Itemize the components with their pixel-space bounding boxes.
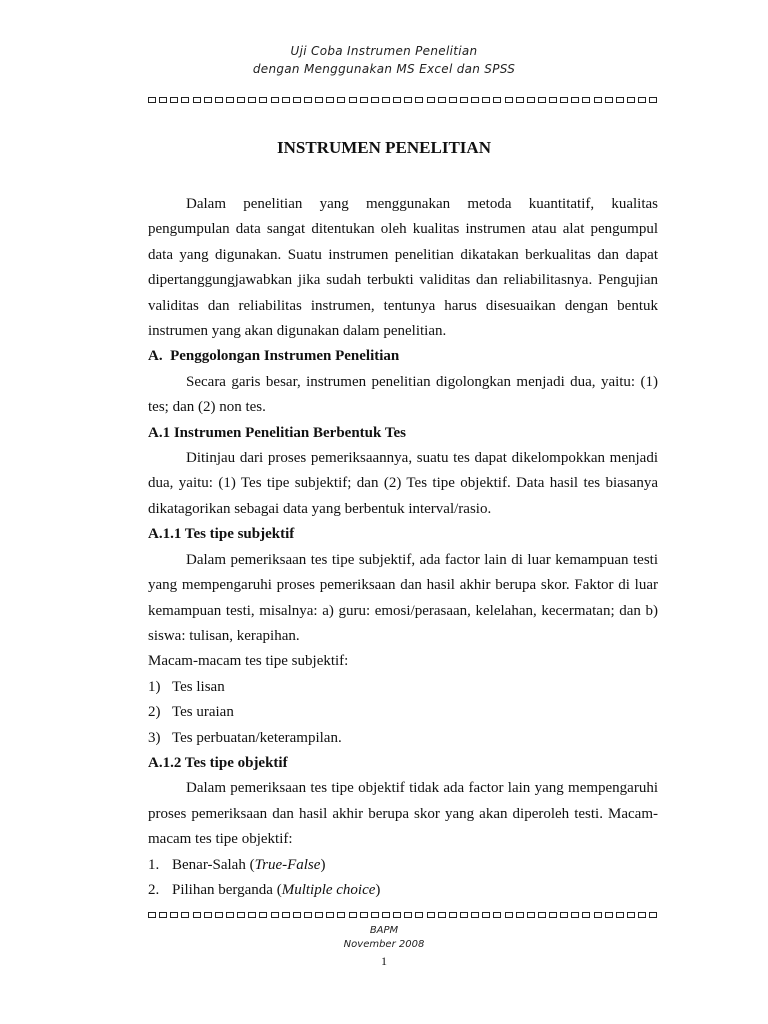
header-title-line2: dengan Menggunakan MS Excel dan SPSS bbox=[252, 62, 516, 76]
document-body bbox=[148, 192, 658, 903]
divider-box bbox=[493, 97, 501, 103]
divider-box bbox=[248, 97, 256, 103]
divider-box bbox=[371, 912, 379, 918]
list-item bbox=[148, 726, 658, 751]
divider-box bbox=[627, 97, 635, 103]
divider-box bbox=[181, 97, 189, 103]
divider-box bbox=[293, 912, 301, 918]
divider-box bbox=[415, 912, 423, 918]
divider-box bbox=[193, 912, 201, 918]
divider-box bbox=[616, 912, 624, 918]
list-item-number: 2. bbox=[148, 881, 160, 898]
divider-box bbox=[204, 912, 212, 918]
footer-divider bbox=[148, 912, 658, 920]
intro-paragraph: Dalam penelitian yang menggunakan metoda kuantitatif, kualitas pengumpulan data sangat ditentukan oleh kualitas instrumen atau alat pengumpul data yang digunakan. Suatu instrumen penelitian dikatakan berkualitas dan dapat dipertanggungjawabkan jika sudah terbukti validitas dan reliabilitasnya. Pengujian validitas dan reliabilitas instrumen, tentunya harus disesuaikan dengan bentuk instrumen yang akan digunakan dalam penelitian. bbox=[148, 196, 658, 340]
divider-box bbox=[571, 97, 579, 103]
divider-box bbox=[449, 912, 457, 918]
divider-box bbox=[505, 912, 513, 918]
divider-box bbox=[360, 97, 368, 103]
header-title-line1: Uji Coba Instrumen Penelitian bbox=[290, 44, 478, 58]
divider-box bbox=[538, 912, 546, 918]
divider-box bbox=[393, 912, 401, 918]
section-a-heading: A. Penggolongan Instrumen Penelitian bbox=[148, 348, 400, 365]
list-item-text: Benar-Salah (True-False) bbox=[172, 856, 326, 873]
divider-box bbox=[516, 97, 524, 103]
section-a11-heading: A.1.1 Tes tipe subjektif bbox=[148, 526, 295, 543]
list-item-number: 3) bbox=[148, 729, 161, 746]
divider-box bbox=[259, 97, 267, 103]
divider-box bbox=[471, 912, 479, 918]
divider-box bbox=[337, 912, 345, 918]
divider-box bbox=[404, 97, 412, 103]
divider-box bbox=[527, 912, 535, 918]
divider-box bbox=[527, 97, 535, 103]
divider-box bbox=[248, 912, 256, 918]
section-a1-heading: A.1 Instrumen Penelitian Berbentuk Tes bbox=[148, 424, 406, 441]
divider-box bbox=[304, 97, 312, 103]
divider-box bbox=[226, 97, 234, 103]
divider-box bbox=[159, 97, 167, 103]
divider-box bbox=[315, 912, 323, 918]
divider-box bbox=[594, 912, 602, 918]
footer-date: November 2008 bbox=[343, 939, 425, 950]
divider-box bbox=[482, 97, 490, 103]
list-item bbox=[148, 853, 658, 878]
header-divider bbox=[148, 97, 658, 105]
divider-box bbox=[438, 912, 446, 918]
objective-list bbox=[148, 853, 658, 904]
divider-box bbox=[226, 912, 234, 918]
list-item-text: Tes uraian bbox=[172, 704, 234, 721]
divider-box bbox=[415, 97, 423, 103]
divider-box bbox=[382, 912, 390, 918]
divider-box bbox=[638, 97, 646, 103]
divider-box bbox=[393, 97, 401, 103]
divider-box bbox=[271, 912, 279, 918]
divider-box bbox=[649, 912, 657, 918]
divider-box bbox=[549, 97, 557, 103]
divider-box bbox=[538, 97, 546, 103]
divider-box bbox=[438, 97, 446, 103]
divider-box bbox=[649, 97, 657, 103]
divider-box bbox=[282, 912, 290, 918]
divider-box bbox=[549, 912, 557, 918]
divider-box bbox=[170, 97, 178, 103]
divider-box bbox=[170, 912, 178, 918]
divider-box bbox=[349, 912, 357, 918]
divider-box bbox=[204, 97, 212, 103]
page-number: 1 bbox=[381, 954, 387, 968]
list-item-text: Tes lisan bbox=[172, 678, 225, 695]
divider-box bbox=[616, 97, 624, 103]
page-title: INSTRUMEN PENELITIAN bbox=[277, 138, 491, 157]
divider-box bbox=[516, 912, 524, 918]
divider-box bbox=[293, 97, 301, 103]
divider-box bbox=[148, 97, 156, 103]
list-item bbox=[148, 878, 658, 903]
divider-box bbox=[505, 97, 513, 103]
divider-box bbox=[560, 912, 568, 918]
divider-box bbox=[605, 97, 613, 103]
divider-box bbox=[215, 912, 223, 918]
divider-box bbox=[282, 97, 290, 103]
divider-box bbox=[560, 97, 568, 103]
divider-box bbox=[215, 97, 223, 103]
divider-box bbox=[582, 912, 590, 918]
divider-box bbox=[326, 97, 334, 103]
divider-box bbox=[304, 912, 312, 918]
divider-box bbox=[404, 912, 412, 918]
divider-box bbox=[271, 97, 279, 103]
footer-author: BAPM bbox=[369, 925, 399, 936]
section-a12-heading: A.1.2 Tes tipe objektif bbox=[148, 754, 288, 771]
section-a12-paragraph: Dalam pemeriksaan tes tipe objektif tidak ada factor lain yang mempengaruhi proses pemeriksaan dan hasil akhir berupa skor yang akan diperoleh testi. Macam-macam tes tipe objektif: bbox=[148, 780, 658, 848]
divider-box bbox=[193, 97, 201, 103]
divider-box bbox=[638, 912, 646, 918]
divider-box bbox=[159, 912, 167, 918]
list-item-text: Pilihan berganda (Multiple choice) bbox=[172, 881, 381, 898]
divider-box bbox=[237, 97, 245, 103]
divider-box bbox=[349, 97, 357, 103]
divider-box bbox=[482, 912, 490, 918]
divider-box bbox=[571, 912, 579, 918]
subjective-list-intro: Macam-macam tes tipe subjektif: bbox=[148, 653, 349, 670]
divider-box bbox=[471, 97, 479, 103]
divider-box bbox=[181, 912, 189, 918]
divider-box bbox=[627, 912, 635, 918]
list-item-number: 1) bbox=[148, 678, 161, 695]
list-item bbox=[148, 675, 658, 700]
section-a11-paragraph: Dalam pemeriksaan tes tipe subjektif, ada factor lain di luar kemampuan testi yang mempengaruhi proses pemeriksaan dan hasil akhir berupa skor. Faktor di luar kemampuan testi, misalnya: a) guru: emosi/perasaan, kelelahan, kecermatan; dan b) siswa: tulisan, kerapihan. bbox=[148, 551, 658, 644]
divider-box bbox=[427, 97, 435, 103]
divider-box bbox=[460, 97, 468, 103]
divider-box bbox=[148, 912, 156, 918]
divider-box bbox=[605, 912, 613, 918]
divider-box bbox=[371, 97, 379, 103]
divider-box bbox=[493, 912, 501, 918]
divider-box bbox=[326, 912, 334, 918]
list-item-number: 2) bbox=[148, 704, 161, 721]
divider-box bbox=[360, 912, 368, 918]
section-a-paragraph: Secara garis besar, instrumen penelitian digolongkan menjadi dua, yaitu: (1) tes; dan (2) non tes. bbox=[148, 373, 658, 416]
section-a1-paragraph: Ditinjau dari proses pemeriksaannya, suatu tes dapat dikelompokkan menjadi dua, yaitu: (1) Tes tipe subjektif; dan (2) Tes tipe objektif. Data hasil tes biasanya dikatagorikan sebagai data yang berbentuk interval/rasio. bbox=[148, 450, 658, 517]
divider-box bbox=[382, 97, 390, 103]
divider-box bbox=[449, 97, 457, 103]
list-item-text: Tes perbuatan/keterampilan. bbox=[172, 729, 342, 746]
divider-box bbox=[460, 912, 468, 918]
divider-box bbox=[315, 97, 323, 103]
list-item-number: 1. bbox=[148, 856, 160, 873]
subjective-list bbox=[148, 675, 658, 751]
list-item bbox=[148, 700, 658, 725]
divider-box bbox=[259, 912, 267, 918]
divider-box bbox=[594, 97, 602, 103]
divider-box bbox=[337, 97, 345, 103]
divider-box bbox=[582, 97, 590, 103]
divider-box bbox=[237, 912, 245, 918]
divider-box bbox=[427, 912, 435, 918]
